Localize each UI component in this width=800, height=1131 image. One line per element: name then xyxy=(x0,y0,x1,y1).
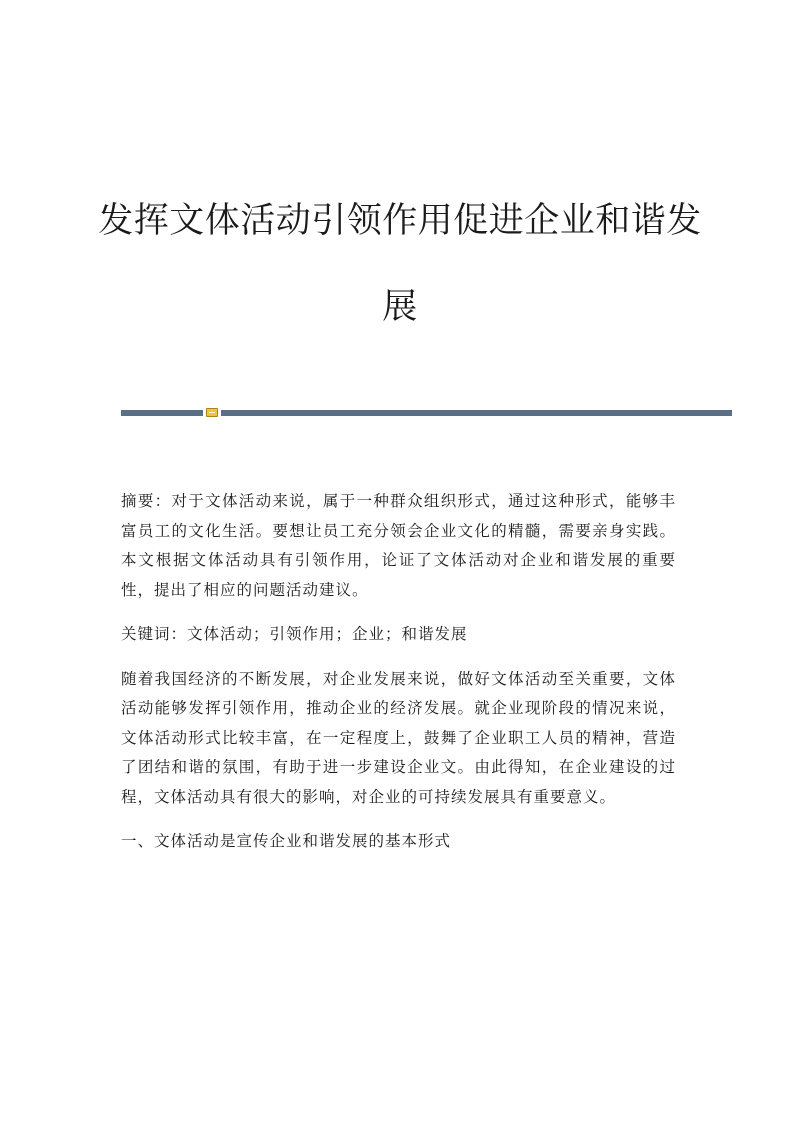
divider-emblem-icon xyxy=(206,408,218,417)
section-heading: 一、文体活动是宣传企业和谐发展的基本形式 xyxy=(121,832,452,850)
divider-bar-right xyxy=(221,410,732,416)
keywords-line: 关键词：文体活动；引领作用；企业；和谐发展 xyxy=(121,625,468,643)
title-divider xyxy=(121,408,732,418)
page-title xyxy=(0,178,800,350)
intro-paragraph: 随着我国经济的不断发展，对企业发展来说，做好文体活动至关重要，文体活动能够发挥引领作用，推动企业的经济发展。就企业现阶段的情况来说，文体活动形式比较丰富，在一定程度上，鼓舞了企业职工人员的精神，营造了团结和谐的氛围，有助于进一步建设企业文。由此得知，在企业建设的过程，文体活动具有很大的影响，对企业的可持续发展具有重要意义。 xyxy=(121,669,676,806)
divider-bar-left xyxy=(121,410,203,416)
abstract-paragraph: 摘要：对于文体活动来说，属于一种群众组织形式，通过这种形式，能够丰富员工的文化生活。要想让员工充分领会企业文化的精髓，需要亲身实践。本文根据文体活动具有引领作用，论证了文体活动对企业和谐发展的重要性，提出了相应的问题活动建议。 xyxy=(121,492,676,599)
document-body xyxy=(121,487,676,872)
title-line-2: 展 xyxy=(382,287,418,327)
title-line-1: 发挥文体活动引领作用促进企业和谐发 xyxy=(98,201,702,241)
